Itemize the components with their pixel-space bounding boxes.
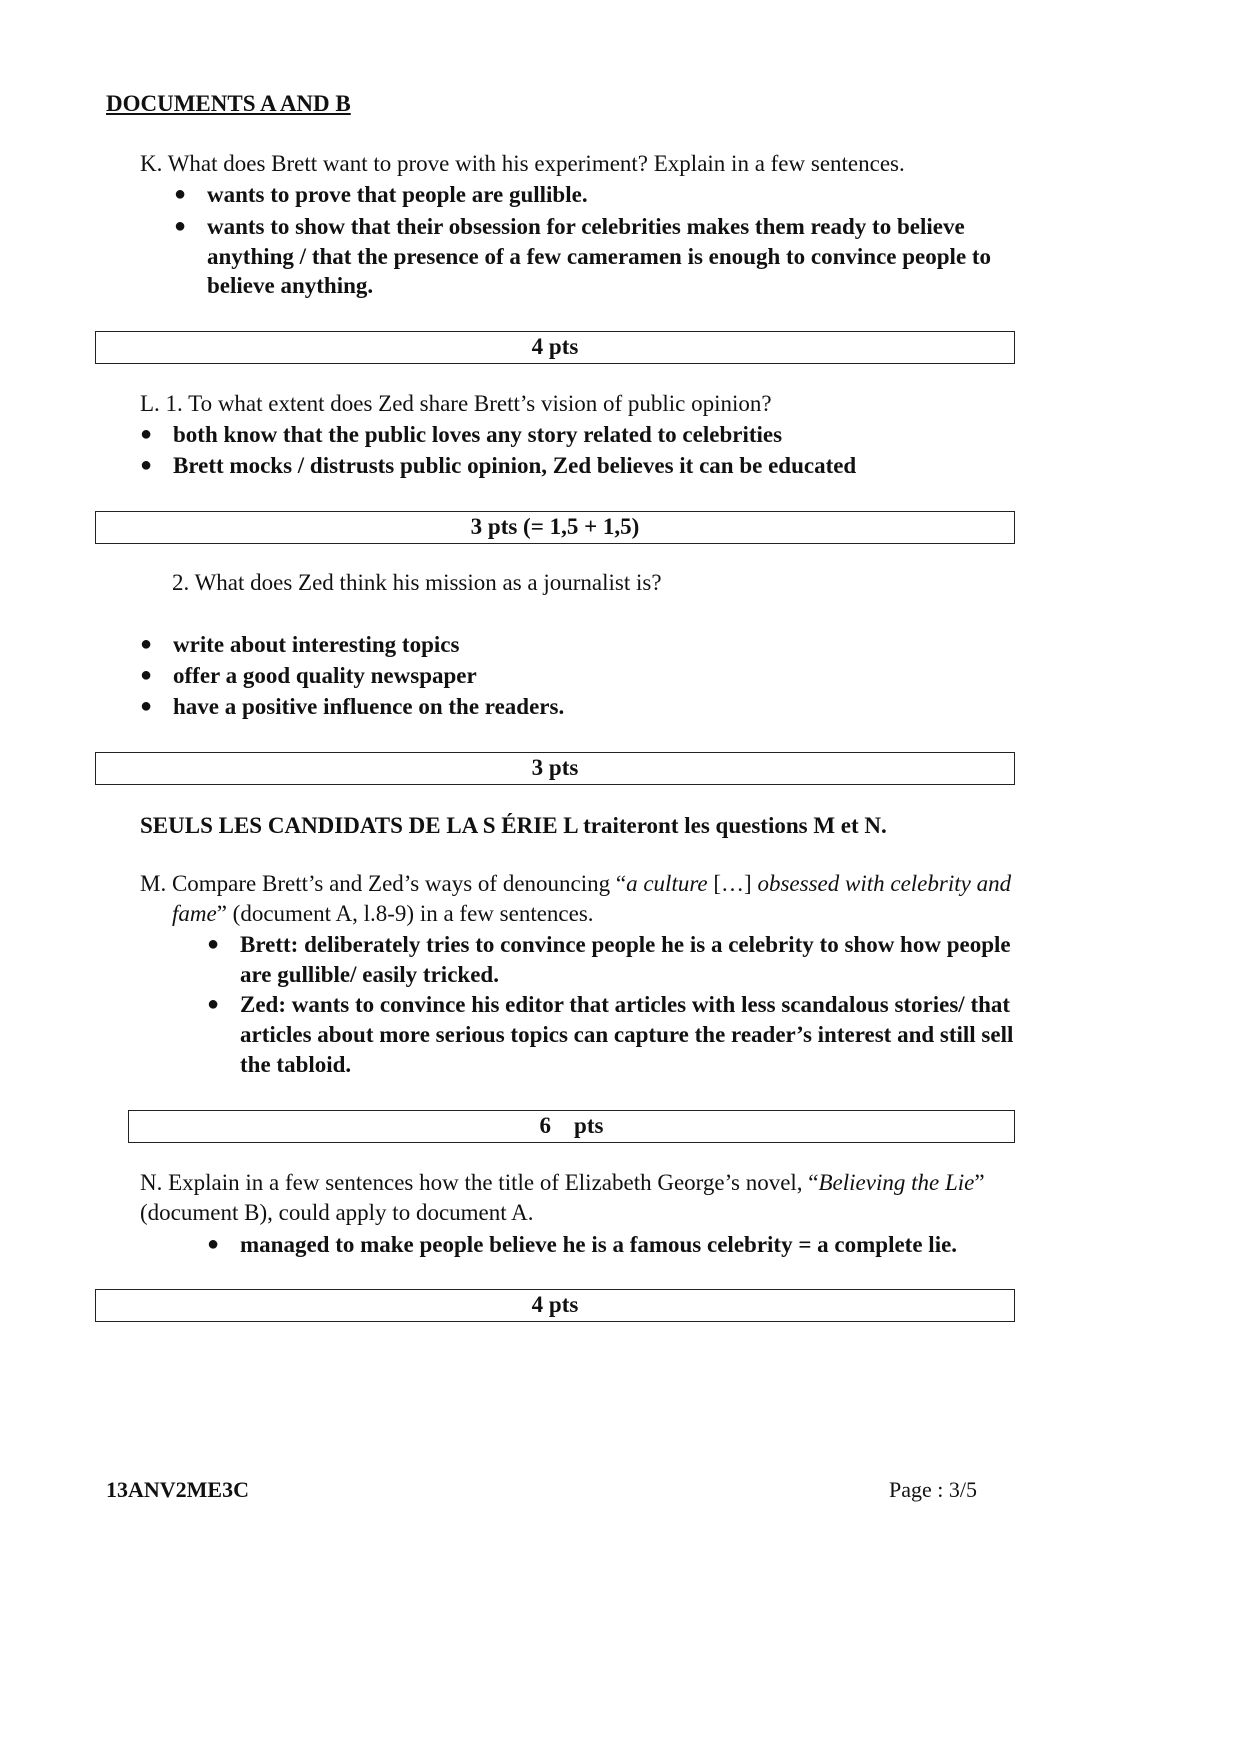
answer-m-1: Brett: deliberately tries to convince people he is a celebrity to show how people — [240, 932, 1011, 957]
footer-code: 13ANV2ME3C — [106, 1477, 249, 1502]
points-box-m: 6 pts — [128, 1110, 1015, 1143]
bullet-icon: ● — [140, 695, 153, 717]
question-m-text: […] — [707, 871, 758, 896]
quote-italic: a culture — [626, 871, 708, 896]
answer-l1-2: Brett mocks / distrusts public opinion, Zed believes it can be educated — [173, 453, 857, 478]
question-n-line2: (document B), could apply to document A. — [140, 1200, 534, 1225]
series-note: SEULS LES CANDIDATS DE LA S ÉRIE L traiteront les questions M et N. — [140, 813, 887, 838]
bullet-icon: ● — [140, 454, 153, 476]
bullet-icon: ● — [207, 993, 220, 1015]
novel-title: Believing the Lie — [818, 1170, 975, 1195]
bullet-icon: ● — [207, 933, 220, 955]
bullet-icon: ● — [174, 215, 187, 237]
page-number: Page : 3/5 — [889, 1477, 977, 1502]
answer-l2-1: write about interesting topics — [173, 632, 460, 657]
points-box-l2: 3 pts — [95, 752, 1015, 785]
question-m-text: ” (document A, l.8-9) in a few sentences. — [216, 901, 594, 926]
answer-k-2-cont: anything / that the presence of a few cameramen is enough to convince people to — [207, 244, 992, 269]
question-m-line2 — [172, 897, 594, 930]
quote-italic: fame — [172, 901, 217, 926]
answer-l1-1: both know that the public loves any story related to celebrities — [173, 422, 783, 447]
answer-l2-3: have a positive influence on the readers. — [173, 694, 565, 719]
question-n-line1 — [140, 1166, 985, 1199]
answer-k-1: wants to prove that people are gullible. — [207, 182, 588, 207]
answer-l2-2: offer a good quality newspaper — [173, 663, 477, 688]
answer-n-1: managed to make people believe he is a famous celebrity = a complete lie. — [240, 1232, 958, 1257]
points-box-k: 4 pts — [95, 331, 1015, 364]
points-box-l1: 3 pts (= 1,5 + 1,5) — [95, 511, 1015, 544]
bullet-icon: ● — [207, 1233, 220, 1255]
quote-italic: obsessed with celebrity and — [757, 871, 1012, 896]
question-l-1: L. 1. To what extent does Zed share Brett’s vision of public opinion? — [140, 391, 772, 416]
answer-k-2: wants to show that their obsession for celebrities makes them ready to believe — [207, 214, 965, 239]
bullet-icon: ● — [174, 183, 187, 205]
section-heading: DOCUMENTS A AND B — [106, 91, 351, 116]
question-n-text: N. Explain in a few sentences how the title of Elizabeth George’s novel, “ — [140, 1170, 819, 1195]
question-m-text: M. Compare Brett’s and Zed’s ways of denouncing “ — [140, 871, 627, 896]
points-box-n: 4 pts — [95, 1289, 1015, 1322]
bullet-icon: ● — [140, 423, 153, 445]
question-n-text: ” — [974, 1170, 985, 1195]
answer-m-2-cont: articles about more serious topics can capture the reader’s interest and still sell — [240, 1022, 1014, 1047]
answer-m-1-cont: are gullible/ easily tricked. — [240, 962, 499, 987]
bullet-icon: ● — [140, 633, 153, 655]
answer-k-2-cont: believe anything. — [207, 273, 374, 298]
question-l-2: 2. What does Zed think his mission as a journalist is? — [172, 570, 662, 595]
bullet-icon: ● — [140, 664, 153, 686]
question-k: K. What does Brett want to prove with his experiment? Explain in a few sentences. — [140, 151, 905, 176]
question-m-line1 — [140, 867, 1011, 900]
answer-m-2-cont: the tabloid. — [240, 1052, 352, 1077]
answer-m-2: Zed: wants to convince his editor that articles with less scandalous stories/ that — [240, 992, 1011, 1017]
